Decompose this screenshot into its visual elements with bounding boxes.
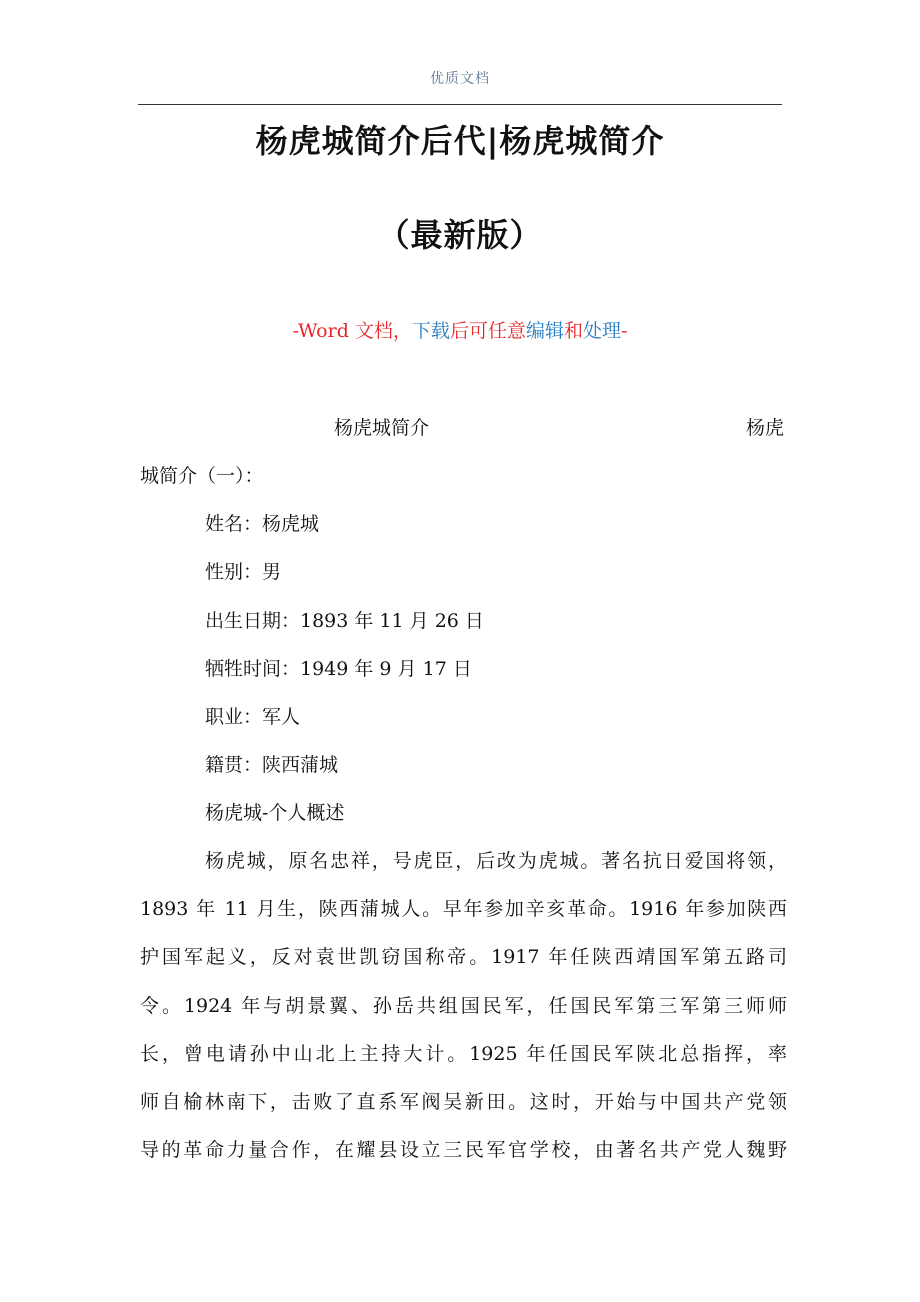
intro-heading: 杨虎城简介 xyxy=(334,417,430,439)
body-line: 导的革命力量合作，在耀县设立三民军官学校，由著名共产党人魏野 xyxy=(140,1139,787,1161)
subtitle-seg: 和 xyxy=(563,320,583,342)
body-line: 1893 年 11 月生，陕西蒲城人。早年参加辛亥革命。1916 年参加陕西 xyxy=(140,898,787,920)
profile-hometown: 籍贯：陕西蒲城 xyxy=(205,754,339,776)
header-label: 优质文档 xyxy=(430,71,490,87)
subtitle-note xyxy=(0,316,920,343)
body-line: 师自榆林南下，击败了直系军阀吴新田。这时，开始与中国共产党领 xyxy=(140,1091,787,1113)
intro-fragment: 杨虎 xyxy=(746,417,785,439)
subtitle-seg: 编辑 xyxy=(525,320,564,342)
profile-occupation: 职业：军人 xyxy=(205,706,301,728)
subtitle-seg: -Word 文档， xyxy=(292,320,412,342)
section-heading: 杨虎城-个人概述 xyxy=(205,802,345,824)
body-line: 长，曾电请孙中山北上主持大计。1925 年任国民军陕北总指挥，率 xyxy=(140,1043,787,1065)
header-divider xyxy=(138,104,782,105)
profile-death: 牺牲时间：1949 年 9 月 17 日 xyxy=(205,658,472,680)
body-line: 护国军起义，反对袁世凯窃国称帝。1917 年任陕西靖国军第五路司 xyxy=(140,946,787,968)
profile-gender: 性别：男 xyxy=(205,561,282,583)
subtitle-seg: - xyxy=(621,320,628,342)
subtitle-seg: 下载 xyxy=(411,320,450,342)
document-title: 杨虎城简介后代|杨虎城简介 xyxy=(255,122,665,160)
body-line: 令。1924 年与胡景翼、孙岳共组国民军，任国民军第三军第三师师 xyxy=(140,995,787,1017)
profile-name: 姓名：杨虎城 xyxy=(205,513,320,535)
document-title-edition: （最新版） xyxy=(377,216,543,254)
intro-continuation: 城简介（一）： xyxy=(140,465,264,487)
subtitle-seg: 后可任意 xyxy=(449,320,526,342)
subtitle-seg: 处理 xyxy=(582,320,621,342)
profile-birth: 出生日期：1893 年 11 月 26 日 xyxy=(205,610,484,632)
body-line: 杨虎城，原名忠祥，号虎臣，后改为虎城。著名抗日爱国将领， xyxy=(205,850,787,872)
